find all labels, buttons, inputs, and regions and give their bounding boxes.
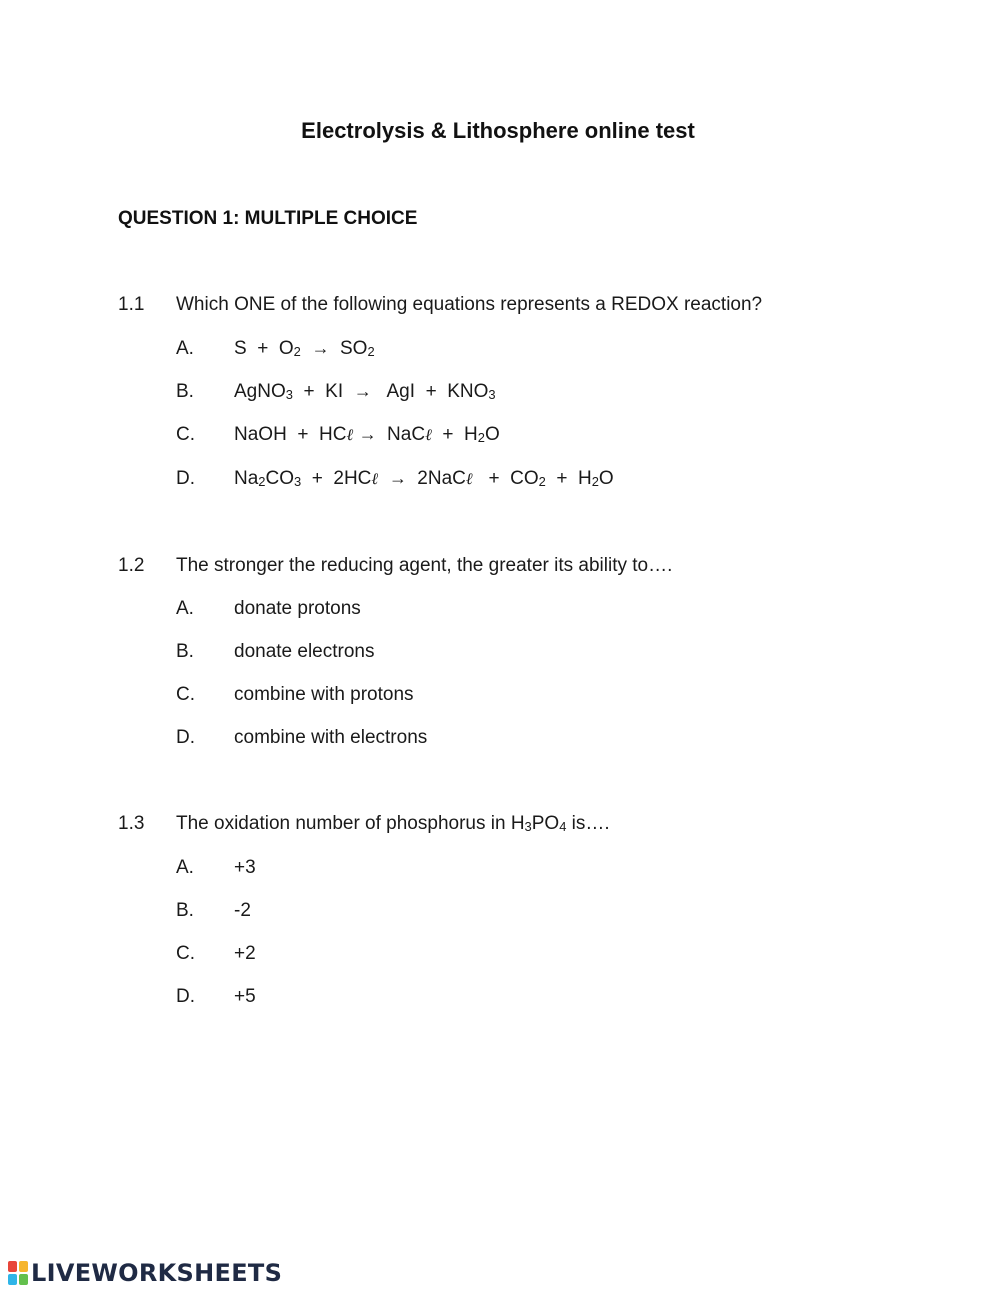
option-text: combine with electrons	[234, 727, 428, 748]
section-heading: QUESTION 1: MULTIPLE CHOICE	[118, 208, 418, 229]
option-text: combine with protons	[234, 684, 414, 705]
option-letter: A.	[176, 857, 194, 878]
option-letter: B.	[176, 381, 194, 402]
option-text: donate electrons	[234, 641, 375, 662]
logo-square-yellow	[19, 1261, 28, 1272]
question-number: 1.2	[118, 555, 145, 576]
option-text: $Na_2CO_3$ + 2HCℓ → 2NaCℓ + $CO_2 + H_2O$	[234, 468, 614, 489]
logo-square-blue	[8, 1274, 17, 1285]
option-text: +2	[234, 943, 256, 964]
logo-square-red	[8, 1261, 17, 1272]
option-text: $S + O_2 \to SO_2$	[234, 338, 375, 359]
option-letter: A.	[176, 598, 194, 619]
option-letter: A.	[176, 338, 194, 359]
option-text: donate protons	[234, 598, 361, 619]
question-text: Which ONE of the following equations represents a REDOX reaction?	[176, 294, 763, 315]
question-number: 1.1	[118, 294, 145, 315]
option-letter: D.	[176, 468, 195, 489]
brand-name: LIVEWORKSHEETS	[31, 1259, 283, 1287]
logo-square-green	[19, 1274, 28, 1285]
option-text: NaOH + HCℓ → NaCℓ + $H_2O$	[234, 424, 500, 445]
option-letter: B.	[176, 900, 194, 921]
option-text: -2	[234, 900, 251, 921]
option-text: +5	[234, 986, 256, 1007]
question-text: The oxidation number of phosphorus in $H_3PO_4$ is….	[176, 813, 610, 834]
option-letter: C.	[176, 943, 195, 964]
liveworksheets-footer[interactable]	[8, 1257, 282, 1289]
option-text: +3	[234, 857, 256, 878]
question-number: 1.3	[118, 813, 145, 834]
option-text: AgNO$_3$ + KI → AgI + $KNO_3$	[234, 381, 496, 402]
option-letter: C.	[176, 424, 195, 445]
option-letter: C.	[176, 684, 195, 705]
page-title: Electrolysis & Lithosphere online test	[301, 118, 695, 143]
liveworksheets-logo-icon	[8, 1261, 28, 1285]
option-letter: D.	[176, 986, 195, 1007]
question-text: The stronger the reducing agent, the greater its ability to….	[176, 555, 673, 576]
option-letter: B.	[176, 641, 194, 662]
option-letter: D.	[176, 727, 195, 748]
